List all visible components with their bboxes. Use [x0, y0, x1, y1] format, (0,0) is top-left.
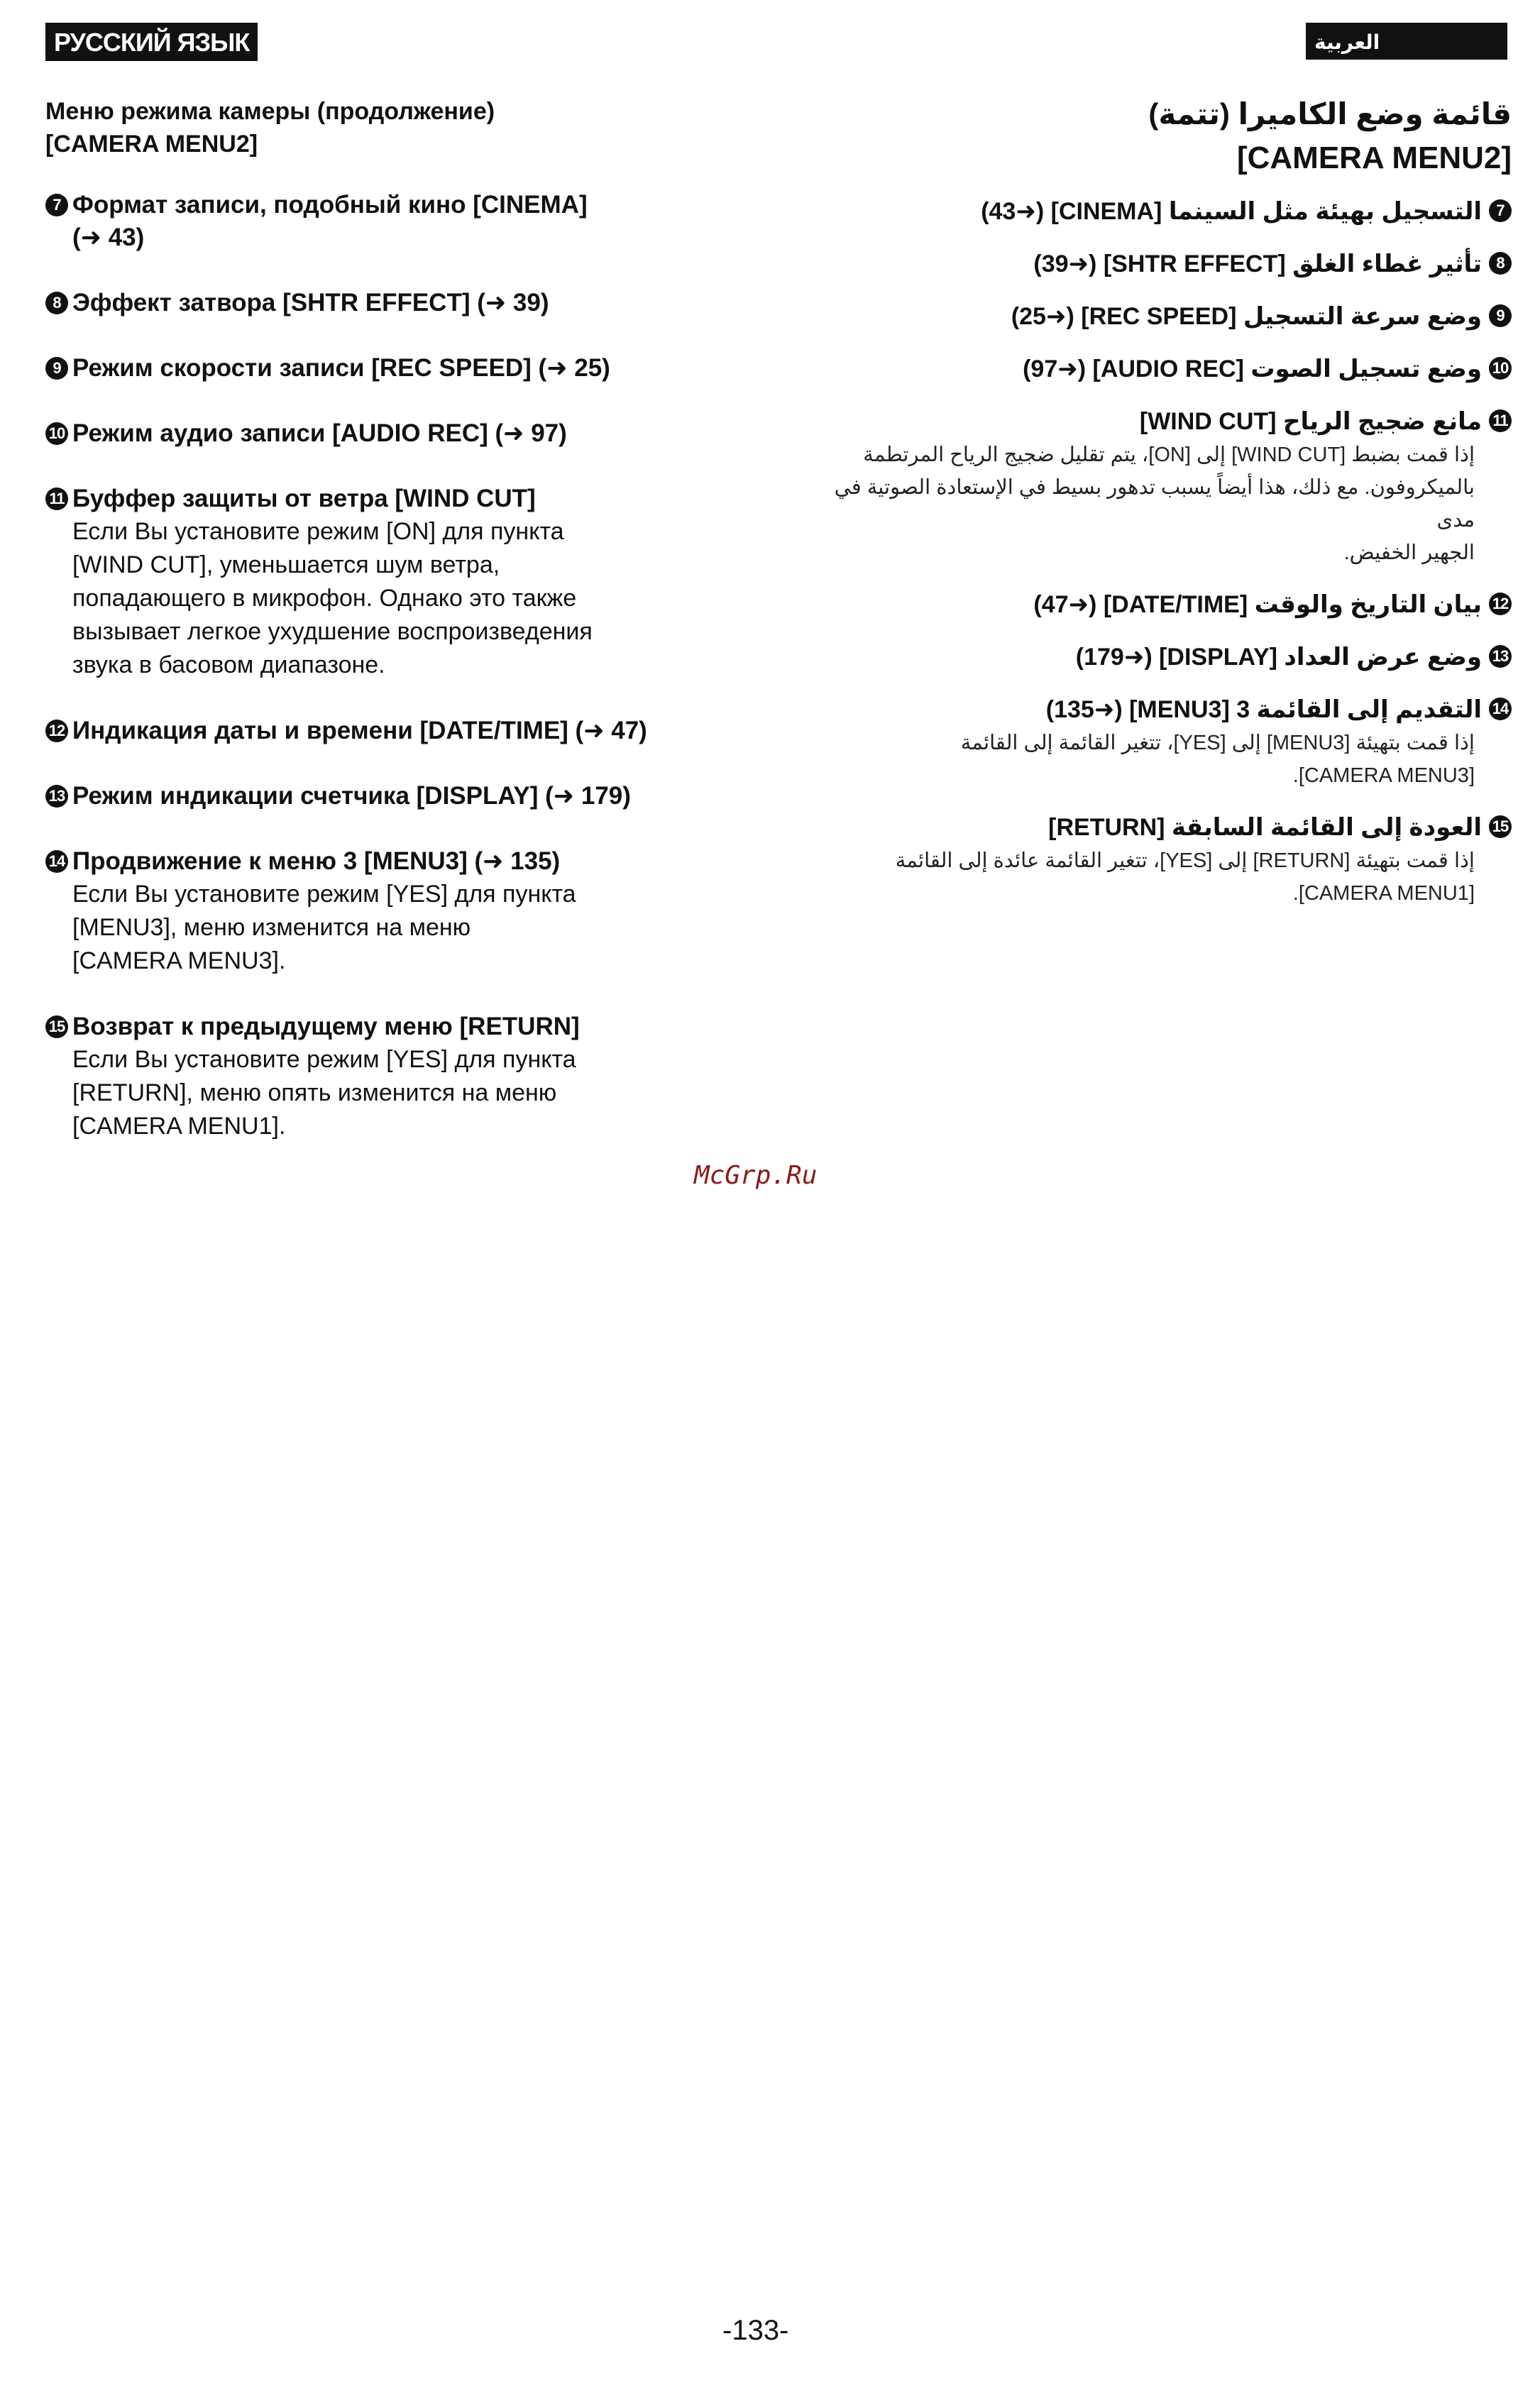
- russian-item-heading: [45, 483, 755, 515]
- russian-title-line2: [CAMERA MENU2]: [45, 131, 258, 158]
- russian-item-heading: [45, 715, 755, 747]
- arabic-menu-item: [816, 299, 1512, 334]
- russian-item-heading: [45, 1010, 755, 1043]
- russian-item-heading-text: [72, 352, 755, 385]
- arabic-menu-item: [816, 810, 1512, 910]
- description-line: [CAMERA MENU3].: [72, 947, 286, 974]
- heading-line: (➜ 43): [72, 224, 145, 251]
- arabic-item-heading-text: تأثير غطاء الغلق [SHTR EFFECT] (➜39): [1033, 250, 1482, 277]
- heading-line: Формат записи, подобный кино [CINEMA]: [72, 191, 588, 219]
- russian-menu-item: [45, 780, 755, 813]
- description-line: [WIND CUT], уменьшается шум ветра,: [72, 551, 500, 578]
- arabic-item-heading: [816, 299, 1512, 334]
- item-number-badge: 8: [1489, 252, 1512, 275]
- russian-item-heading: [45, 352, 755, 385]
- heading-line: Продвижение к меню 3 [MENU3] (➜ 135): [72, 847, 561, 875]
- description-line: إذا قمت بضبط [WIND CUT] إلى [ON]، يتم تقليل ضجيج الرياح المرتطمة: [863, 444, 1475, 466]
- russian-item-description: [45, 1043, 755, 1143]
- heading-line: Режим скорости записи [REC SPEED] (➜ 25): [72, 354, 610, 382]
- russian-menu-item: [45, 417, 755, 450]
- description-line: звука в басовом диапазоне.: [72, 651, 385, 678]
- arabic-menu-item: [816, 194, 1512, 228]
- russian-menu-item: [45, 845, 755, 978]
- language-badge-russian: РУССКИЙ ЯЗЫК: [45, 23, 258, 61]
- arabic-column: [816, 92, 1512, 928]
- russian-column: [45, 95, 755, 1176]
- page-number: -133-: [722, 2315, 789, 2346]
- arabic-item-description: [816, 844, 1512, 910]
- russian-item-heading-text: [72, 845, 755, 878]
- russian-item-heading: [45, 287, 755, 319]
- item-number-badge: 15: [1489, 815, 1512, 838]
- arabic-item-heading: [816, 194, 1512, 228]
- arabic-menu-item: [816, 247, 1512, 281]
- arabic-item-heading: [816, 247, 1512, 281]
- description-line: Если Вы установите режим [YES] для пункта: [72, 881, 576, 908]
- arabic-item-heading-text: وضع عرض العداد [DISPLAY] (➜179): [1075, 644, 1482, 671]
- item-number-badge: 9: [45, 357, 68, 380]
- arabic-item-heading-text: التسجيل بهيئة مثل السينما [CINEMA] (➜43): [981, 198, 1482, 225]
- russian-item-heading-text: [72, 780, 755, 813]
- arabic-item-heading: [816, 640, 1512, 674]
- russian-item-list: [45, 189, 755, 1143]
- russian-item-heading: [45, 189, 755, 254]
- russian-title-line1: Меню режима камеры (продолжение): [45, 98, 495, 125]
- language-badge-arabic: العربية: [1306, 23, 1507, 60]
- russian-item-description: [45, 878, 755, 978]
- arabic-menu-item: [816, 693, 1512, 792]
- russian-menu-item: [45, 287, 755, 319]
- arabic-item-heading: [816, 404, 1512, 439]
- item-number-badge: 13: [1489, 645, 1512, 668]
- arabic-item-heading: [816, 810, 1512, 844]
- russian-item-heading: [45, 417, 755, 450]
- description-line: [CAMERA MENU1].: [72, 1113, 286, 1140]
- russian-menu-item: [45, 1010, 755, 1143]
- arabic-item-heading: [816, 352, 1512, 386]
- item-number-badge: 7: [45, 194, 68, 216]
- description-line: [MENU3], меню изменится на меню: [72, 914, 471, 941]
- watermark: McGrp.Ru: [694, 1161, 818, 1190]
- item-number-badge: 14: [1489, 698, 1512, 720]
- arabic-item-heading-text: وضع تسجيل الصوت [AUDIO REC] (➜97): [1023, 356, 1482, 382]
- arabic-menu-item: [816, 404, 1512, 569]
- russian-menu-item: [45, 352, 755, 385]
- russian-item-heading-text: [72, 417, 755, 450]
- russian-item-heading-text: [72, 715, 755, 747]
- item-number-badge: 9: [1489, 304, 1512, 327]
- russian-section-title: [45, 95, 755, 160]
- item-number-badge: 8: [45, 292, 68, 314]
- arabic-item-list: [816, 194, 1512, 910]
- russian-item-heading-text: [72, 287, 755, 319]
- description-line: [CAMERA MENU3].: [1292, 764, 1475, 787]
- arabic-item-heading: [816, 588, 1512, 622]
- description-line: Если Вы установите режим [ON] для пункта: [72, 518, 564, 545]
- heading-line: Режим аудио записи [AUDIO REC] (➜ 97): [72, 419, 567, 447]
- russian-menu-item: [45, 715, 755, 747]
- arabic-item-heading-text: العودة إلى القائمة السابقة [RETURN]: [1048, 814, 1482, 841]
- russian-item-description: [45, 515, 755, 682]
- russian-item-heading: [45, 780, 755, 813]
- item-number-badge: 7: [1489, 199, 1512, 222]
- arabic-menu-item: [816, 588, 1512, 622]
- description-line: [RETURN], меню опять изменится на меню: [72, 1079, 557, 1106]
- item-number-badge: 12: [45, 720, 68, 742]
- arabic-item-heading-text: وضع سرعة التسجيل [REC SPEED] (➜25): [1011, 303, 1482, 330]
- heading-line: Режим индикации счетчика [DISPLAY] (➜ 179): [72, 782, 631, 810]
- description-line: [CAMERA MENU1].: [1292, 882, 1475, 905]
- arabic-item-heading-text: بيان التاريخ والوقت [DATE/TIME] (➜47): [1033, 591, 1482, 618]
- heading-line: Буффер защиты от ветра [WIND CUT]: [72, 485, 536, 512]
- item-number-badge: 10: [45, 422, 68, 445]
- description-line: إذا قمت بتهيئة [RETURN] إلى [YES]، تتغير القائمة عائدة إلى القائمة: [895, 849, 1475, 872]
- arabic-item-heading-text: مانع ضجيج الرياح [WIND CUT]: [1139, 408, 1482, 435]
- item-number-badge: 13: [45, 785, 68, 808]
- description-line: Если Вы установите режим [YES] для пункта: [72, 1046, 576, 1073]
- russian-item-heading-text: [72, 483, 755, 515]
- russian-menu-item: [45, 189, 755, 254]
- heading-line: Возврат к предыдущему меню [RETURN]: [72, 1013, 580, 1040]
- description-line: الجهير الخفيض.: [1343, 541, 1475, 564]
- heading-line: Эффект затвора [SHTR EFFECT] (➜ 39): [72, 289, 549, 316]
- description-line: вызывает легкое ухудшение воспроизведения: [72, 618, 593, 645]
- arabic-item-heading: [816, 693, 1512, 727]
- arabic-menu-item: [816, 352, 1512, 386]
- heading-line: Индикация даты и времени [DATE/TIME] (➜ 47): [72, 717, 647, 744]
- item-number-badge: 11: [45, 488, 68, 510]
- item-number-badge: 11: [1489, 409, 1512, 432]
- item-number-badge: 15: [45, 1015, 68, 1038]
- arabic-item-description: [816, 727, 1512, 792]
- russian-menu-item: [45, 483, 755, 682]
- description-line: попадающего в микрофон. Однако это также: [72, 585, 577, 612]
- item-number-badge: 12: [1489, 593, 1512, 615]
- arabic-menu-item: [816, 640, 1512, 674]
- arabic-title-line2: [CAMERA MENU2]: [1236, 141, 1512, 175]
- description-line: بالميكروفون. مع ذلك، هذا أيضاً يسبب تدهور بسيط في الإستعادة الصوتية في مدى: [834, 476, 1475, 532]
- arabic-title-line1: قائمة وضع الكاميرا (تتمة): [1148, 97, 1512, 131]
- description-line: إذا قمت بتهيئة [MENU3] إلى [YES]، تتغير القائمة إلى القائمة: [960, 732, 1475, 754]
- arabic-item-heading-text: التقديم إلى القائمة 3 [MENU3] (➜135): [1045, 696, 1482, 723]
- arabic-item-description: [816, 439, 1512, 569]
- item-number-badge: 10: [1489, 357, 1512, 380]
- russian-item-heading: [45, 845, 755, 878]
- item-number-badge: 14: [45, 850, 68, 873]
- russian-item-heading-text: [72, 1010, 755, 1043]
- russian-item-heading-text: [72, 189, 755, 254]
